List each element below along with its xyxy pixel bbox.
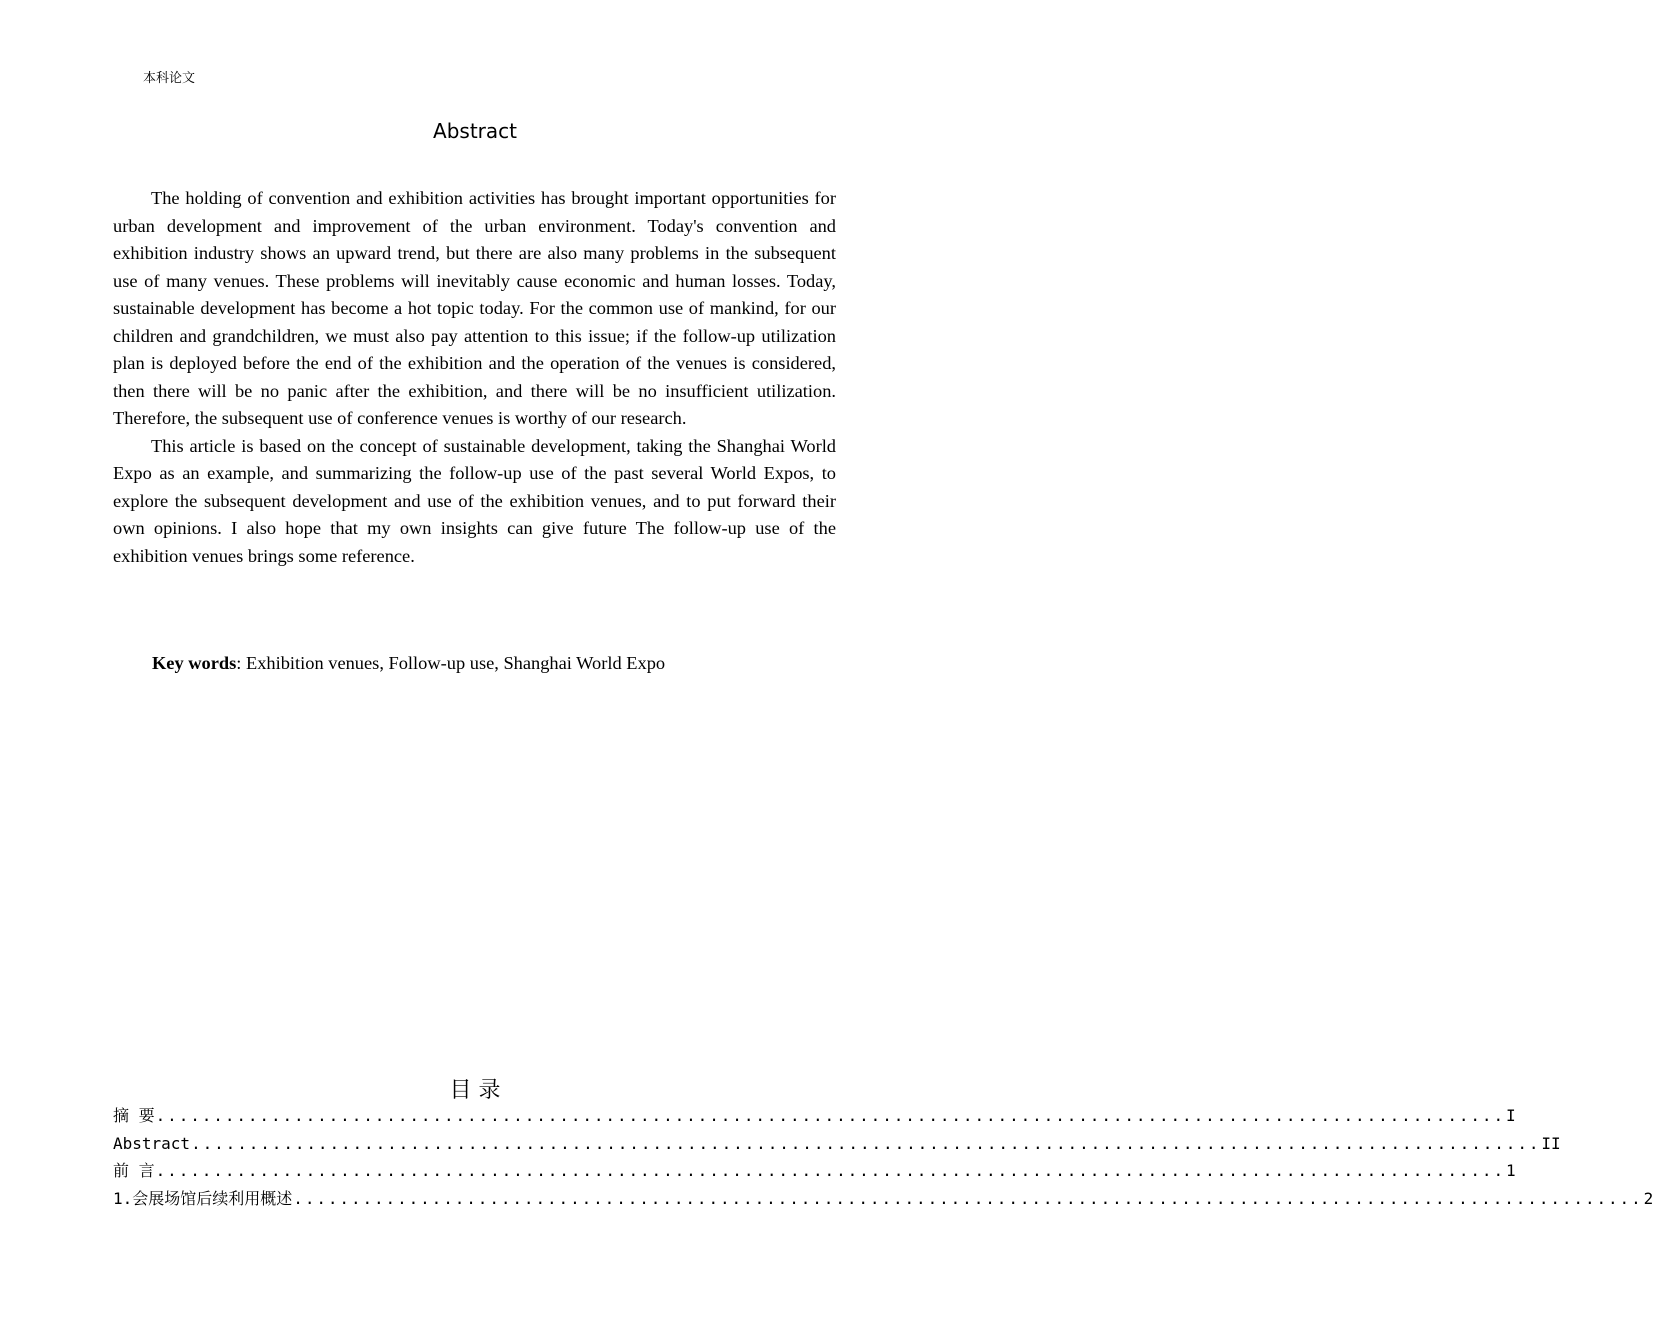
toc-entry-page: 1: [1505, 1161, 1516, 1180]
toc-entry-page: 2: [1643, 1188, 1653, 1208]
keywords-text: : Exhibition venues, Follow-up use, Shanghai World Expo: [236, 653, 666, 673]
keywords-label: Key words: [152, 653, 237, 673]
toc-entry-label: 摘 要: [113, 1106, 155, 1125]
toc-entry-page: I: [1505, 1106, 1516, 1125]
toc-leader-dots: .....................................................................................................................: [191, 1133, 1541, 1153]
toc-title: 目 录: [449, 1078, 501, 1103]
toc-entry-label: 1.会展场馆后续利用概述: [113, 1188, 293, 1208]
abstract-body: [113, 185, 836, 570]
toc-entry-chapter-1[interactable]: [113, 1185, 1653, 1213]
abstract-title: Abstract: [433, 119, 517, 143]
toc-entry-label: Abstract: [113, 1133, 191, 1153]
running-header: 本科论文: [143, 71, 196, 86]
abstract-paragraph: This article is based on the concept of sustainable development, taking the Shanghai World Expo as an example, and summarizing the follow-up use of the past several World Expos, to explore the subsequent development and use of the exhibition venues, and to put forward their own opinions. I also hope that my own insights can give future The follow-up use of the exhibition venues brings some reference.: [113, 435, 836, 566]
keywords-line: [152, 650, 852, 678]
toc-entry-preface[interactable]: [113, 1157, 1516, 1185]
toc-entry-label: 前 言: [113, 1161, 155, 1180]
abstract-paragraph: The holding of convention and exhibition activities has brought important opportunities for urban development and improvement of the urban environment. Today's convention and exhibition industry shows an upward trend, but there are also many problems in the subsequent use of many venues. These problems will inevitably cause economic and human losses. Today, sustainable development has become a hot topic today. For the common use of mankind, for our children and grandchildren, we must also pay attention to this issue; if the follow-up utilization plan is deployed before the end of the exhibition and the operation of the venues is considered, then there will be no panic after the exhibition, and there will be no insufficient utilization. Therefore, the subsequent use of conference venues is worthy of our research.: [113, 188, 836, 428]
toc-entry-abstract-en[interactable]: [113, 1130, 1561, 1158]
toc-leader-dots: .....................................................................................................................: [155, 1161, 1505, 1180]
toc-entry-page: II: [1541, 1133, 1561, 1153]
toc-entry-abstract-cn[interactable]: [113, 1102, 1516, 1130]
toc-leader-dots: .....................................................................................................................: [155, 1106, 1505, 1125]
toc-leader-dots: .....................................................................................................................: [293, 1188, 1643, 1208]
table-of-contents: [113, 1102, 1653, 1212]
